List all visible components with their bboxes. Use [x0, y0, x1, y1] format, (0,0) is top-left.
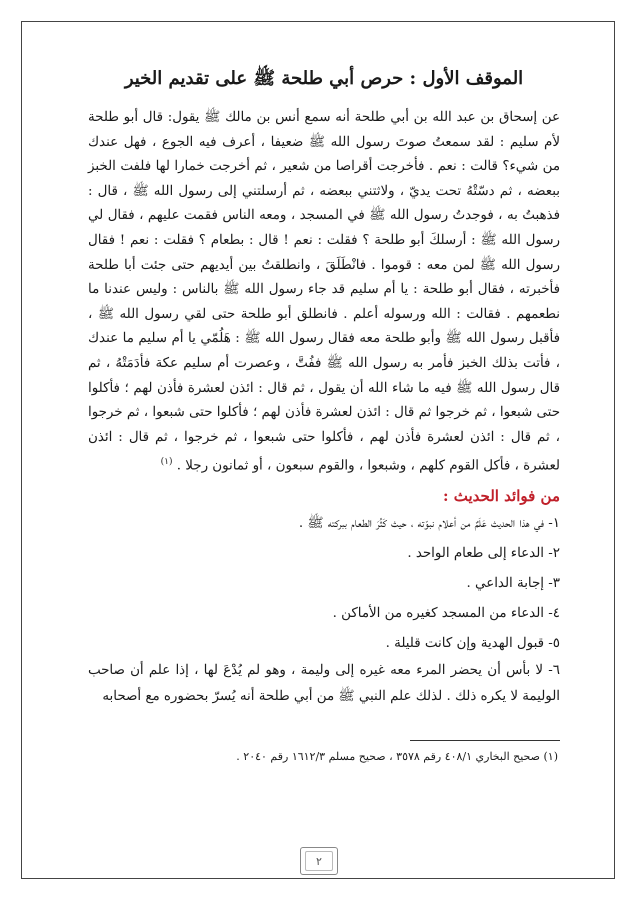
- list-item: ١- في هذا الحديث عَلَمٌ من أعلام نبوّته ، حيث كَثُرَ الطعام ببركته ﷺ .: [298, 516, 560, 532]
- page-title: الموقف الأول : حرص أبي طلحة ﷺ على تقديم الخير: [124, 68, 524, 89]
- page-content: [88, 60, 560, 767]
- list-item: ٢- الدعاء إلى طعام الواحد .: [407, 546, 560, 562]
- list-item: ٥- قبول الهدية وإن كانت قليلة .: [385, 635, 560, 651]
- benefits-heading: من فوائد الحديث :: [443, 487, 560, 506]
- benefits-list: [88, 509, 560, 710]
- footnote-divider: [410, 740, 560, 741]
- hadith-text: [88, 106, 560, 479]
- page-number-box: [300, 847, 338, 875]
- list-item: ٣- إجابة الداعي .: [466, 575, 560, 591]
- list-item: ٤- الدعاء من المسجد كغيره من الأماكن .: [332, 605, 560, 621]
- hadith-body: عن إسحاق بن عبد الله بن أبي طلحة أنه سمع أنس بن مالك ﷺ يقول: قال أبو طلحة لأم سليم : لقد سمعتُ صوتَ رسول الله ﷺ ضعيفا ، أعرف فيه الجوع ، فهل عندك من شيء؟ قالت : نعم . فأخرجت أقراصا من شعير ، ثم أخرجت خمارا لها فلفت الخبز ببعضه ، ثم دسّتْهُ تحت يديّ ، ولاثتني ببعضه ، ثم أرسلتني إلى رسول الله ﷺ ، قال : فذهبتُ به ، فوجدتُ رسول الله ﷺ في المسجد ، ومعه الناس فقمت عليهم ، فقال لي رسول الله ﷺ : أرسلكَ أبو طلحة ؟ فقلت : نعم ! قال : بطعام ؟ فقلت : نعم ! فقال رسول الله ﷺ لمن معه : قوموا . فانْطَلَقَ ، وانطلقتُ بين أيديهم حتى جئت أبا طلحة فأخبرته ، فقال أبو طلحة : يا أم سليم قد جاء رسول الله ﷺ بالناس : وليس عندنا ما نطعمهم . فقالت : الله ورسوله أعلم . فانطلق أبو طلحة حتى لقي رسول الله ﷺ ، فأقبل رسول الله ﷺ وأبو طلحة معه فقال رسول الله ﷺ : هَلُمّي يا أم سليم ما عندك ، فأتت بذلك الخبز فأمر به رسول الله ﷺ ففُتَّ ، وعصرت أم سليم عكة فأدَمَتْهُ ، ثم قال رسول الله ﷺ فيه ما شاء الله أن يقول ، ثم قال : ائذن لعشرة فأذن لهم ؛ فأكلوا حتى شبعوا ، ثم خرجوا ثم قال : ائذن لعشرة فأذن لهم ؛ فأكلوا حتى شبعوا ، ثم خرجوا ، ثم قال : ائذن لعشرة فأذن لهم ، فأكلوا حتى شبعوا ، ثم خرجوا ، ثم قال : ائذن لعشرة ، فأكل القوم كلهم ، وشبعوا ، والقوم سبعون ، أو ثمانون رجلا .: [88, 110, 560, 474]
- footnote-ref: (١): [160, 457, 173, 468]
- page-number: ٢: [316, 854, 322, 868]
- list-item: ٦- لا بأس أن يحضر المرء معه غيره إلى وليمة ، وهو لم يُدْعَ لها ، إذا علم أن صاحب الوليمة لا يكره ذلك . لذلك علم النبي ﷺ من أبي طلحة أنه يُسرّ بحضوره مع أصحابه: [88, 663, 560, 705]
- footnote: (١) صحيح البخاري ٤٠٨/١ رقم ٣٥٧٨ ، صحيح مسلم ١٦١٢/٣ رقم ٢٠٤٠ .: [236, 750, 558, 764]
